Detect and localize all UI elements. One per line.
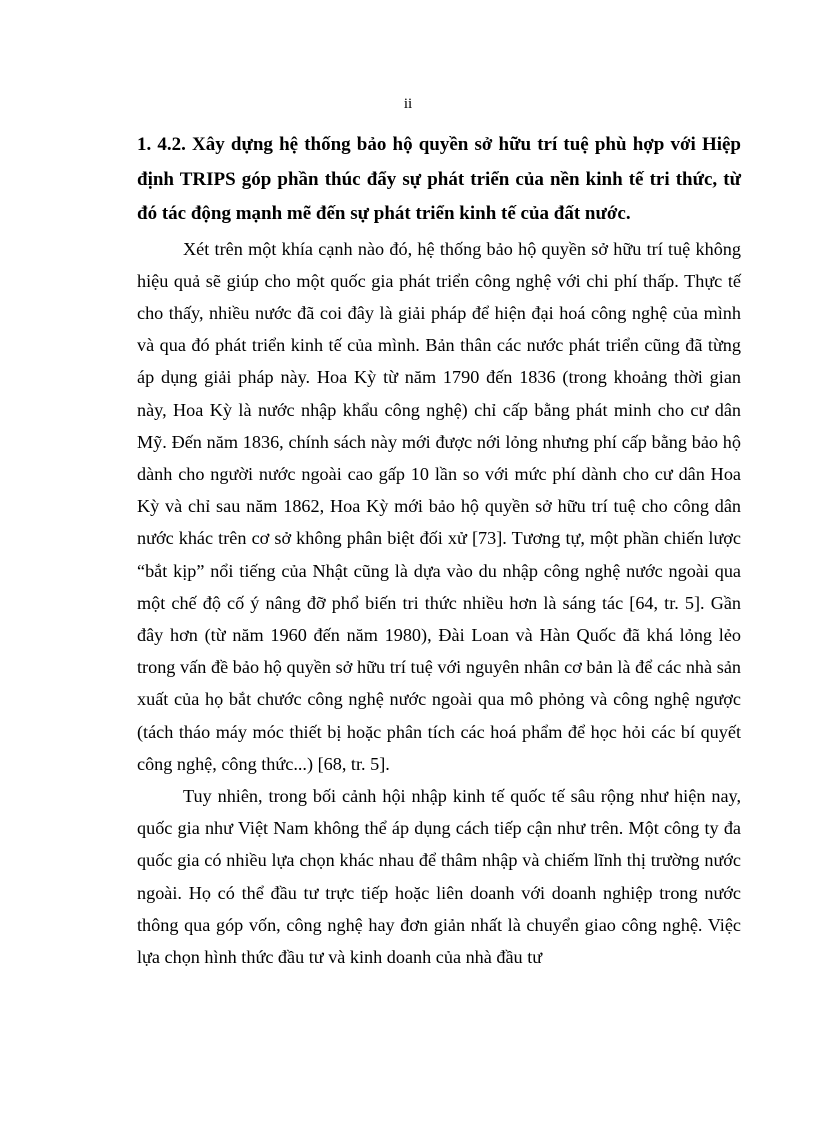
- section-heading: 1. 4.2. Xây dựng hệ thống bảo hộ quyền sở hữu trí tuệ phù hợp với Hiệp định TRIPS góp phần thúc đẩy sự phát triển của nền kinh tế tri thức, từ đó tác động mạnh mẽ đến sự phát triển kinh tế của đất nước.: [137, 134, 741, 224]
- body-paragraph: Xét trên một khía cạnh nào đó, hệ thống bảo hộ quyền sở hữu trí tuệ không hiệu quả sẽ giúp cho một quốc gia phát triển công nghệ với chi phí thấp. Thực tế cho thấy, nhiều nước đã coi đây là giải pháp để hiện đại hoá công nghệ của mình và qua đó phát triển kinh tế của mình. Bản thân các nước phát triển cũng đã từng áp dụng giải pháp này. Hoa Kỳ từ năm 1790 đến 1836 (trong khoảng thời gian này, Hoa Kỳ là nước nhập khẩu công nghệ) chỉ cấp bằng phát minh cho cư dân Mỹ. Đến năm 1836, chính sách này mới được nới lỏng nhưng phí cấp bằng bảo hộ dành cho người nước ngoài cao gấp 10 lần so với mức phí dành cho cư dân Hoa Kỳ và chỉ sau năm 1862, Hoa Kỳ mới bảo hộ quyền sở hữu trí tuệ cho công dân nước khác trên cơ sở không phân biệt đối xử [73]. Tương tự, một phần chiến lược “bắt kịp” nổi tiếng của Nhật cũng là dựa vào du nhập công nghệ nước ngoài qua một chế độ cố ý nâng đỡ phổ biến tri thức nhiều hơn là sáng tác [64, tr. 5]. Gần đây hơn (từ năm 1960 đến năm 1980), Đài Loan và Hàn Quốc đã khá lỏng lẻo trong vấn đề bảo hộ quyền sở hữu trí tuệ với nguyên nhân cơ bản là để các nhà sản xuất của họ bắt chước công nghệ nước ngoài qua mô phỏng và công nghệ ngược (tách tháo máy móc thiết bị hoặc phân tích các hoá phẩm để học hỏi các bí quyết công nghệ, công thức...) [68, tr. 5].: [137, 238, 741, 774]
- body-paragraph: Tuy nhiên, trong bối cảnh hội nhập kinh tế quốc tế sâu rộng như hiện nay, quốc gia như Việt Nam không thể áp dụng cách tiếp cận như trên. Một công ty đa quốc gia có nhiều lựa chọn khác nhau để thâm nhập và chiếm lĩnh thị trường nước ngoài. Họ có thể đầu tư trực tiếp hoặc liên doanh với doanh nghiệp trong nước thông qua góp vốn, công nghệ hay đơn giản nhất là chuyển giao công nghệ. Việc lựa chọn hình thức đầu tư và kinh doanh của nhà đầu tư: [137, 785, 741, 967]
- page-content: [137, 128, 741, 973]
- page-number: ii: [403, 96, 413, 112]
